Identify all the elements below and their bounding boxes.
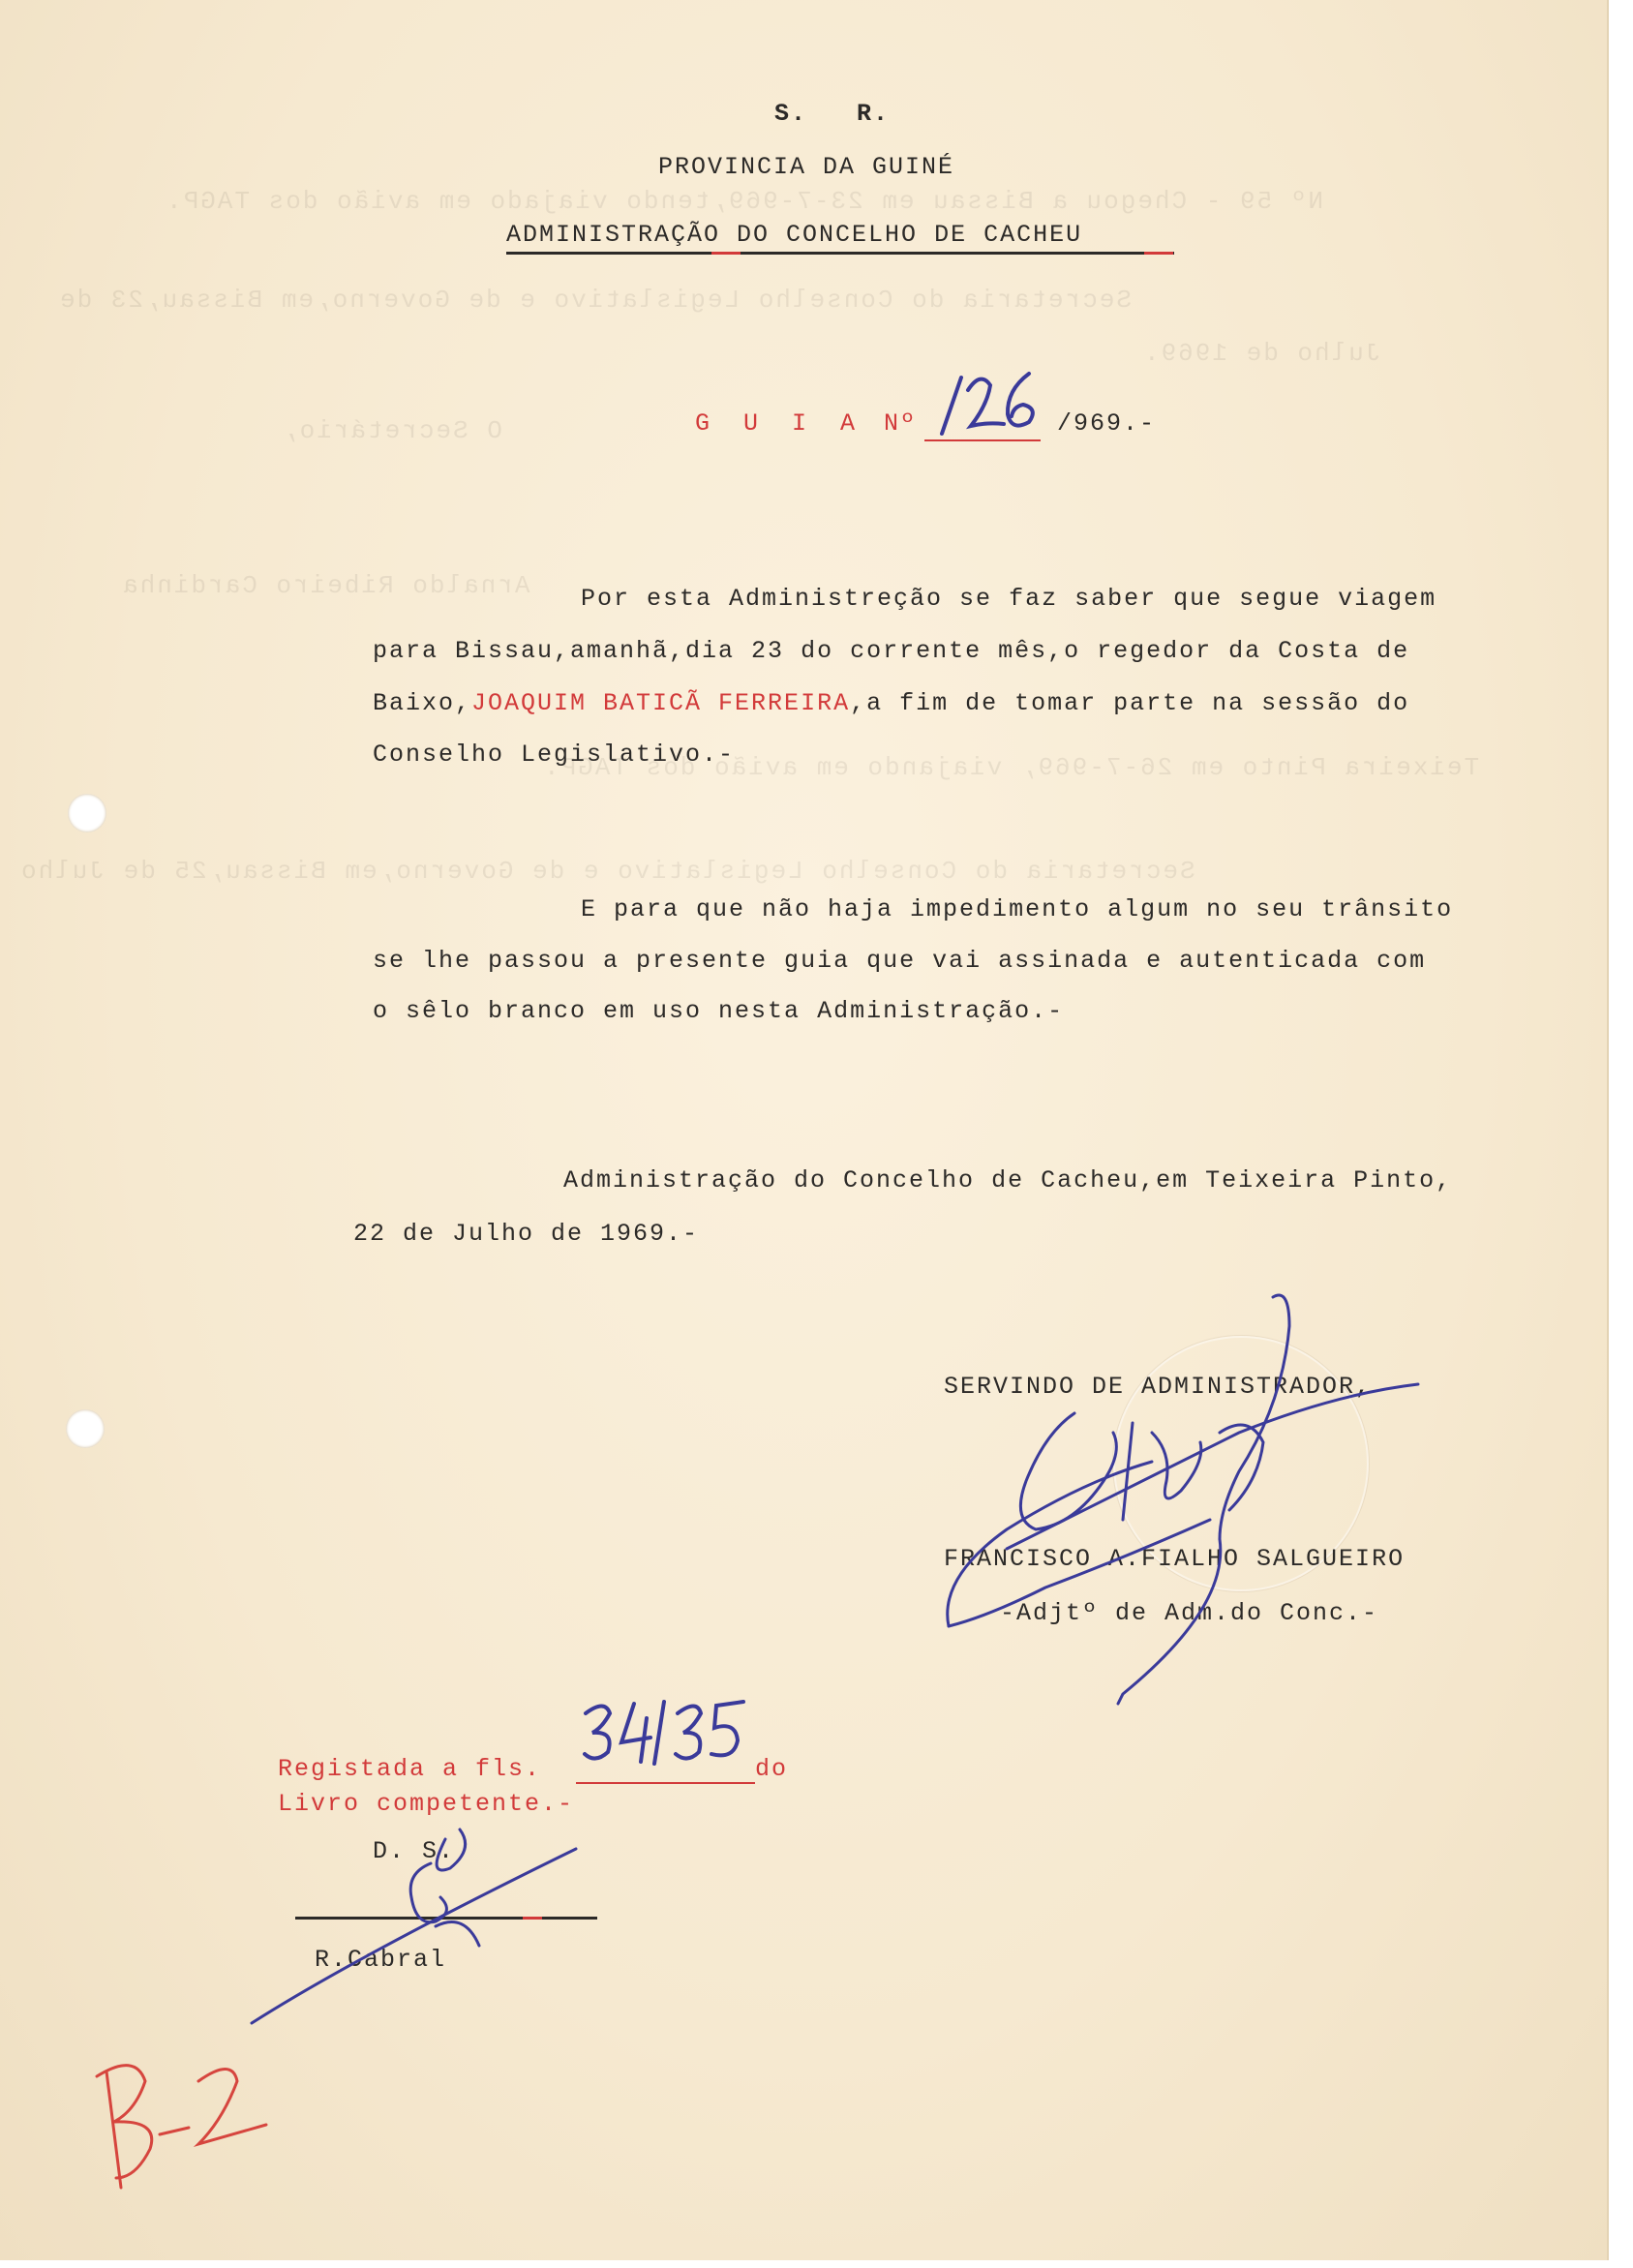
paragraph1-line3-prefix: Baixo, [373,689,472,717]
handwriting-34-35-graphic [581,1694,755,1771]
header-underline-red-mark [711,252,741,255]
bleed-through-line: O Secretário, [281,416,502,445]
registry-pages-handwritten [581,1694,755,1771]
registry-ds-label: D. S. [373,1837,456,1865]
registry-pages-underline [576,1782,755,1784]
bleed-through-line: Julho de 1969. [1142,339,1381,368]
paragraph1-line4: Conselho Legislativo.- [373,741,736,769]
registry-line1-suffix: do [755,1755,789,1783]
registry-line1-prefix: Registada a fls. [278,1755,542,1783]
registry-line2: Livro competente.- [278,1790,575,1818]
signatory-title: -Adjtº de Adm.do Conc.- [1000,1599,1379,1627]
registry-initials-signature-graphic [242,1820,590,2033]
paragraph1-line3 [373,689,1409,717]
bleed-through-line: Secretaria do Conselho Legislativo e de Governo,em Bissau,25 de Julho [19,857,1195,886]
date-line: 22 de Julho de 1969.- [353,1220,700,1248]
header-underline-red-mark [1144,252,1173,255]
bleed-through-line: Arnaldo Ribeiro Cardinha [121,571,530,600]
header-initials: S. R. [774,100,891,128]
guia-number-handwritten [934,366,1050,443]
place-line: Administração do Concelho de Cacheu,em Teixeira Pinto, [563,1166,1453,1194]
guia-number-label: Nº [884,409,918,438]
header-province: PROVINCIA DA GUINÉ [658,153,955,181]
bleed-through-line: Nº 59 - Chegou a Bissau em 23-7-969,tendo viajado em avião dos TAGP. [165,187,1323,216]
paragraph2-line1: E para que não haja impedimento algum no seu trânsito [581,895,1454,923]
handwriting-126-graphic [934,366,1060,448]
punch-hole [68,794,106,832]
guia-year: /969.- [1057,409,1157,438]
bleed-through-line: Secretaria do Conselho Legislativo e de Governo,em Bissau,23 de [58,286,1132,315]
punch-hole [66,1409,105,1448]
signatory-role: SERVINDO DE ADMINISTRADOR, [944,1373,1373,1401]
registry-clerk: R.Cabral [315,1946,447,1974]
paragraph1-line3-suffix: ,a fim de tomar parte na sessão do [850,689,1410,717]
paragraph2-line3: o sêlo branco em uso nesta Administração.- [373,997,1065,1025]
traveller-name: JOAQUIM BATICÃ FERREIRA [471,689,851,717]
administrator-signature-graphic [929,1287,1433,1713]
guia-label: G U I A [695,409,865,438]
header-underline [506,252,1174,255]
bleed-through-line: Teixeira Pinto em 26-7-969, viajando em avião dos TAGP. [542,753,1480,782]
paragraph2-line2: se lhe passou a presente guia que vai assinada e autenticada com [373,947,1427,975]
paragraph1-line1: Por esta Administreção se faz saber que segue viagem [581,585,1437,613]
paragraph1-line2: para Bissau,amanhã,dia 23 do corrente mês,o regedor da Costa de [373,637,1410,665]
margin-note-b2-graphic [77,2042,271,2197]
header-administration: ADMINISTRAÇÃO DO CONCELHO DE CACHEU [506,221,1083,249]
signatory-name: FRANCISCO A.FIALHO SALGUEIRO [944,1545,1406,1573]
